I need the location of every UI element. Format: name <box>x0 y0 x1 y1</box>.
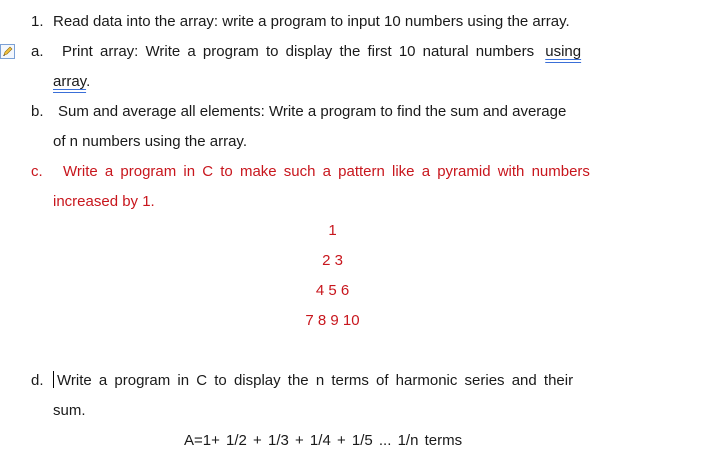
item-d-label: d. <box>31 372 44 389</box>
spellcheck-word-array[interactable]: array <box>53 73 87 90</box>
item-c-line-1: Write a program in C to make such a pattern like a pyramid with numbers <box>63 163 590 180</box>
item-a-text: Print array: Write a program to display the first 10 natural numbers <box>62 43 535 60</box>
item-d-line-2: sum. <box>53 402 86 419</box>
item-c-line-2: increased by 1. <box>53 193 155 210</box>
harmonic-formula: A=1+ 1/2 + 1/3 + 1/4 + 1/5 ... 1/n terms <box>184 432 463 449</box>
item-d-text: Write a program in C to display the n terms of harmonic series and their <box>57 372 574 389</box>
pyramid-row-3: 4 5 6 <box>315 282 350 299</box>
spellcheck-word-using[interactable]: using <box>545 43 582 60</box>
item-1-number: 1. <box>31 13 44 30</box>
item-a-line <box>62 42 581 62</box>
item-a-line-2 <box>53 72 90 92</box>
item-c-label: c. <box>31 163 43 180</box>
item-d-line-1[interactable] <box>53 371 573 391</box>
pyramid-row-4: 7 8 9 10 <box>305 312 360 329</box>
pyramid-row-2: 2 3 <box>322 252 343 269</box>
item-a-label: a. <box>31 43 44 60</box>
item-a-period: . <box>86 73 91 90</box>
item-1-text: Read data into the array: write a program to input 10 numbers using the array. <box>53 13 570 30</box>
item-b-line-2: of n numbers using the array. <box>53 133 247 150</box>
item-b-line-1: Sum and average all elements: Write a program to find the sum and average <box>58 103 567 120</box>
text-cursor <box>53 371 54 388</box>
pyramid-row-1: 1 <box>328 222 337 239</box>
item-b-label: b. <box>31 103 44 120</box>
edit-note-icon[interactable] <box>0 44 15 59</box>
